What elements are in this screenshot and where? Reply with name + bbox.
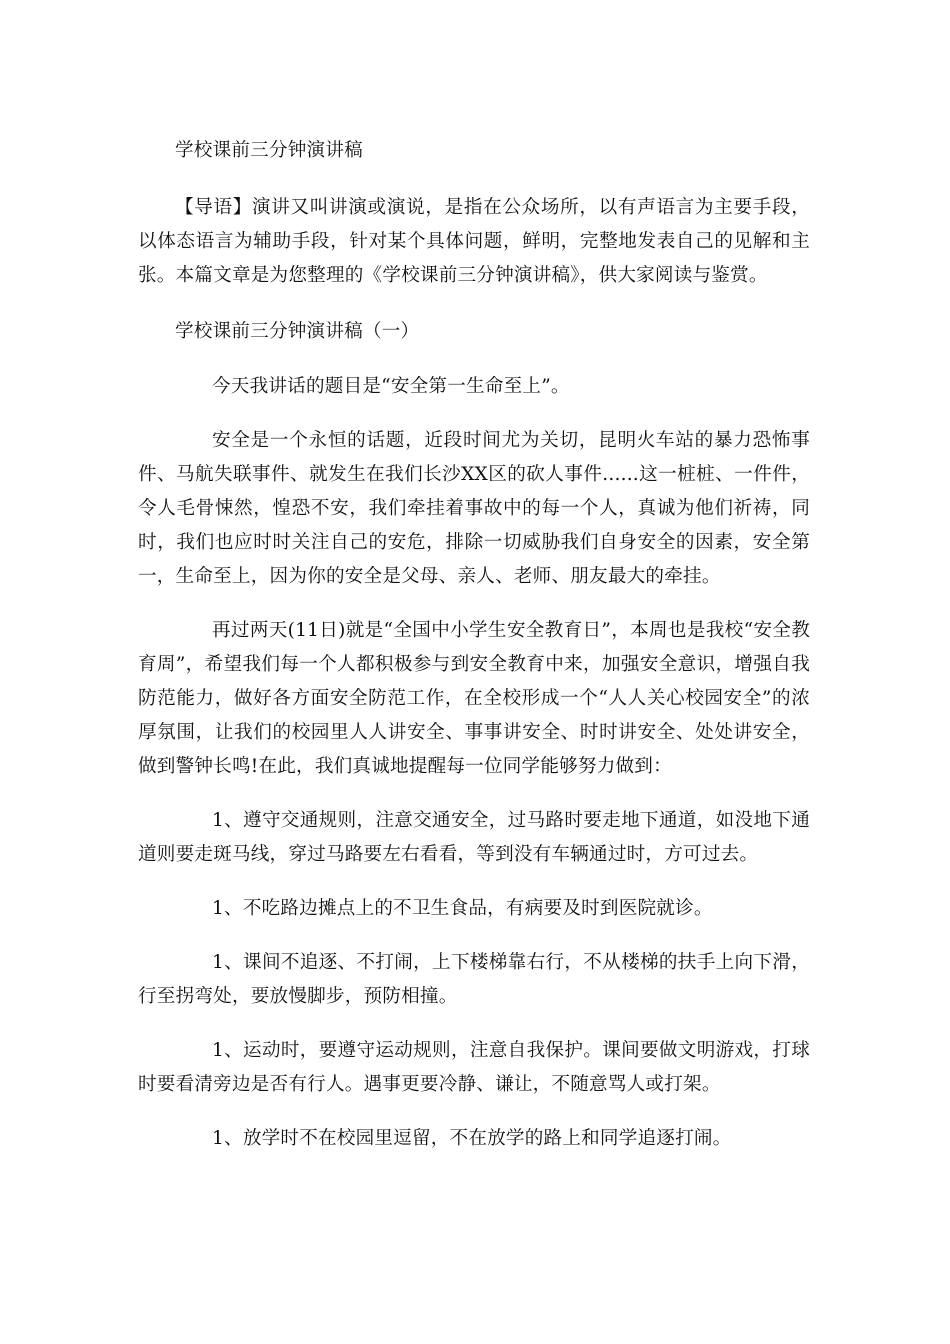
document-title: 学校课前三分钟演讲稿: [175, 140, 363, 161]
intro-paragraph: 【导语】演讲又叫讲演或演说，是指在公众场所，以有声语言为主要手段，以体态语言为辅助手段，针对某个具体问题，鲜明，完整地发表自己的见解和主张。本篇文章是为您整理的《学校课前三分钟演讲稿》，供大家阅读与鉴赏。: [138, 197, 810, 286]
safety-week-paragraph: 再过两天(11日)就是“全国中小学生安全教育日”，本周也是我校“安全教育周”，希望我们每一个人都积极参与到安全教育中来，加强安全意识，增强自我防范能力，做好各方面安全防范工作，在全校形成一个“人人关心校园安全”的浓厚氛围，让我们的校园里人人讲安全、事事讲安全、时时讲安全、处处讲安全，做到警钟长鸣!在此，我们真诚地提醒每一位同学能够努力做到：: [138, 620, 810, 777]
sports-safety-item: 1、运动时，要遵守运动规则，注意自我保护。课间要做文明游戏，打球时要看清旁边是否有行人。遇事更要冷静、谦让，不随意骂人或打架。: [138, 1040, 810, 1095]
document-body: [138, 134, 810, 1176]
traffic-rule-item: 1、遵守交通规则，注意交通安全，过马路时要走地下通道，如没地下通道则要走斑马线，穿过马路要左右看看，等到没有车辆通过时，方可过去。: [138, 810, 810, 865]
after-school-item: 1、放学时不在校园里逗留，不在放学的路上和同学追逐打闹。: [212, 1128, 732, 1149]
section-title: 学校课前三分钟演讲稿（一）: [175, 321, 420, 342]
speech-topic-paragraph: 今天我讲话的题目是“安全第一生命至上”。: [212, 376, 570, 397]
safety-topic-paragraph: 安全是一个永恒的话题，近段时间尤为关切，昆明火车站的暴力恐怖事件、马航失联事件、就发生在我们长沙XX区的砍人事件......这一桩桩、一件件，令人毛骨悚然，惶恐不安，我们牵挂着事故中的每一个人，真诚为他们祈祷，同时，我们也应时时关注自己的安危，排除一切威胁我们自身安全的因素，安全第一，生命至上，因为你的安全是父母、亲人、老师、朋友最大的牵挂。: [138, 430, 810, 587]
stairs-safety-item: 1、课间不追逐、不打闹，上下楼梯靠右行，不从楼梯的扶手上向下滑，行至拐弯处，要放慢脚步，预防相撞。: [138, 952, 810, 1007]
food-safety-item: 1、不吃路边摊点上的不卫生食品，有病要及时到医院就诊。: [212, 898, 713, 919]
